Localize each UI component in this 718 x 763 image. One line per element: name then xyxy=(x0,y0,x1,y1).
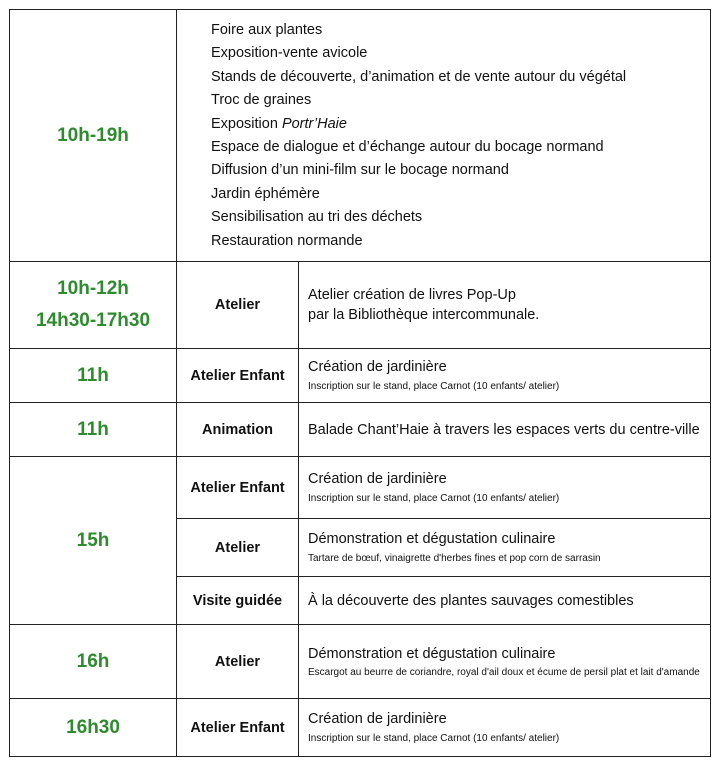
activity-type: Animation xyxy=(177,403,299,457)
activity-description xyxy=(299,625,711,699)
time-cell: 10h-19h xyxy=(10,10,177,262)
time-line: 14h30-17h30 xyxy=(35,310,151,332)
time-cell: 15h xyxy=(10,457,177,625)
schedule-row xyxy=(10,10,711,262)
description-line: par la Bibliothèque intercommunale. xyxy=(308,307,540,324)
activity-description xyxy=(299,519,711,577)
activity-note: Inscription sur le stand, place Carnot (10 enfants/ atelier) xyxy=(308,381,560,393)
time-cell: 16h xyxy=(10,625,177,699)
activity-type: Atelier Enfant xyxy=(177,699,299,757)
activity-description xyxy=(299,457,711,519)
activity-note: Inscription sur le stand, place Carnot (10 enfants/ atelier) xyxy=(308,733,560,745)
activity-title: Création de jardinière xyxy=(308,471,447,488)
activity-note: Escargot au beurre de coriandre, royal d'ail doux et écume de persil plat et lait d'amande xyxy=(308,666,700,678)
time-line: 10h-12h xyxy=(57,278,129,300)
list-item: Stands de découverte, d’animation et de vente autour du végétal xyxy=(211,68,627,85)
activity-type: Atelier Enfant xyxy=(177,349,299,403)
activity-description xyxy=(299,403,711,457)
description-line: Atelier création de livres Pop-Up xyxy=(308,287,516,304)
activity-title: À la découverte des plantes sauvages comestibles xyxy=(308,592,634,609)
activity-title: Démonstration et dégustation culinaire xyxy=(308,531,556,548)
activity-title: Démonstration et dégustation culinaire xyxy=(308,645,556,662)
activity-note: Tartare de bœuf, vinaigrette d'herbes fines et pop corn de sarrasin xyxy=(308,553,601,565)
activity-type: Atelier xyxy=(177,519,299,577)
list-item: Espace de dialogue et d’échange autour du bocage normand xyxy=(211,139,604,156)
activity-description xyxy=(299,577,711,625)
exposition-title: Portr’Haie xyxy=(281,115,347,132)
time-cell: 11h xyxy=(10,349,177,403)
time-cell xyxy=(10,262,177,349)
activity-title: Création de jardinière xyxy=(308,359,447,376)
exposition-prefix: Exposition xyxy=(211,115,282,132)
schedule-row xyxy=(10,349,711,403)
activity-note: Inscription sur le stand, place Carnot (10 enfants/ atelier) xyxy=(308,493,560,505)
schedule-row xyxy=(10,699,711,757)
activity-title: Création de jardinière xyxy=(308,711,447,728)
list-item xyxy=(211,113,710,136)
activity-type: Visite guidée xyxy=(177,577,299,625)
list-item: Foire aux plantes xyxy=(211,22,323,38)
schedule-row xyxy=(10,403,711,457)
time-cell: 11h xyxy=(10,403,177,457)
activity-description xyxy=(299,349,711,403)
list-item: Sensibilisation au tri des déchets xyxy=(211,209,423,226)
list-item: Exposition-vente avicole xyxy=(211,45,368,62)
activity-type: Atelier xyxy=(177,262,299,349)
activity-type: Atelier xyxy=(177,625,299,699)
all-day-activities-list xyxy=(177,10,711,262)
list-item: Jardin éphémère xyxy=(211,185,320,202)
time-cell: 16h30 xyxy=(10,699,177,757)
activity-description xyxy=(299,699,711,757)
list-item: Troc de graines xyxy=(211,92,312,109)
list-item: Restauration normande xyxy=(211,232,363,249)
schedule-table xyxy=(9,9,711,757)
activity-type: Atelier Enfant xyxy=(177,457,299,519)
activity-description xyxy=(299,262,711,349)
schedule-row xyxy=(10,625,711,699)
schedule-row xyxy=(10,457,711,519)
schedule-row xyxy=(10,262,711,349)
list-item: Diffusion d’un mini-film sur le bocage normand xyxy=(211,162,509,179)
activity-title: Balade Chant’Haie à travers les espaces verts du centre-ville xyxy=(308,421,700,438)
